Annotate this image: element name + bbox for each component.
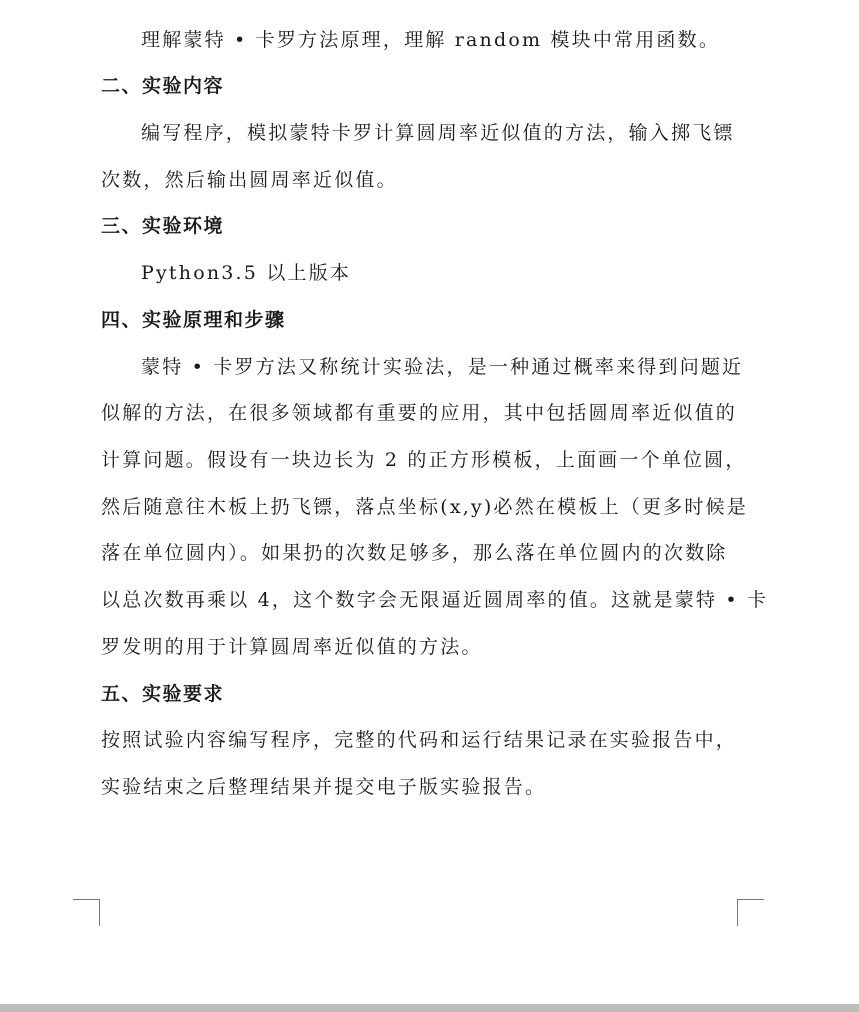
section4-paragraph-line4: 然后随意往木板上扔飞镖，落点坐标(x,y)必然在模板上（更多时候是 <box>101 496 748 518</box>
section5-paragraph-line1: 按照试验内容编写程序，完整的代码和运行结果记录在实验报告中， <box>101 729 738 751</box>
objective-paragraph: 理解蒙特 • 卡罗方法原理，理解 random 模块中常用函数。 <box>141 29 721 51</box>
section4-paragraph-line2: 似解的方法，在很多领域都有重要的应用，其中包括圆周率近似值的 <box>101 402 738 424</box>
section2-paragraph-line1: 编写程序，模拟蒙特卡罗计算圆周率近似值的方法，输入掷飞镖 <box>141 122 735 144</box>
crop-mark-bottom-left <box>73 899 100 926</box>
section2-paragraph-line2: 次数，然后输出圆周率近似值。 <box>101 169 398 191</box>
section4-paragraph-line6: 以总次数再乘以 4，这个数字会无限逼近圆周率的值。这就是蒙特 • 卡 <box>101 589 769 611</box>
section3-paragraph: Python3.5 以上版本 <box>141 262 352 284</box>
clipped-previous-heading <box>141 0 191 4</box>
page-gap-bar <box>0 1004 859 1012</box>
section3-heading: 三、实验环境 <box>101 215 225 237</box>
section4-paragraph-line3: 计算问题。假设有一块边长为 2 的正方形模板，上面画一个单位圆， <box>101 449 747 471</box>
crop-mark-bottom-right <box>737 899 764 926</box>
section4-paragraph-line5: 落在单位圆内）。如果扔的次数足够多，那么落在单位圆内的次数除 <box>101 542 728 564</box>
section5-heading: 五、实验要求 <box>101 683 225 705</box>
section2-heading: 二、实验内容 <box>101 75 225 97</box>
section4-paragraph-line1: 蒙特 • 卡罗方法又称统计实验法，是一种通过概率来得到问题近 <box>141 356 744 378</box>
section5-paragraph-line2: 实验结束之后整理结果并提交电子版实验报告。 <box>101 776 547 798</box>
section4-heading: 四、实验原理和步骤 <box>101 309 286 331</box>
section4-paragraph-line7: 罗发明的用于计算圆周率近似值的方法。 <box>101 636 483 658</box>
